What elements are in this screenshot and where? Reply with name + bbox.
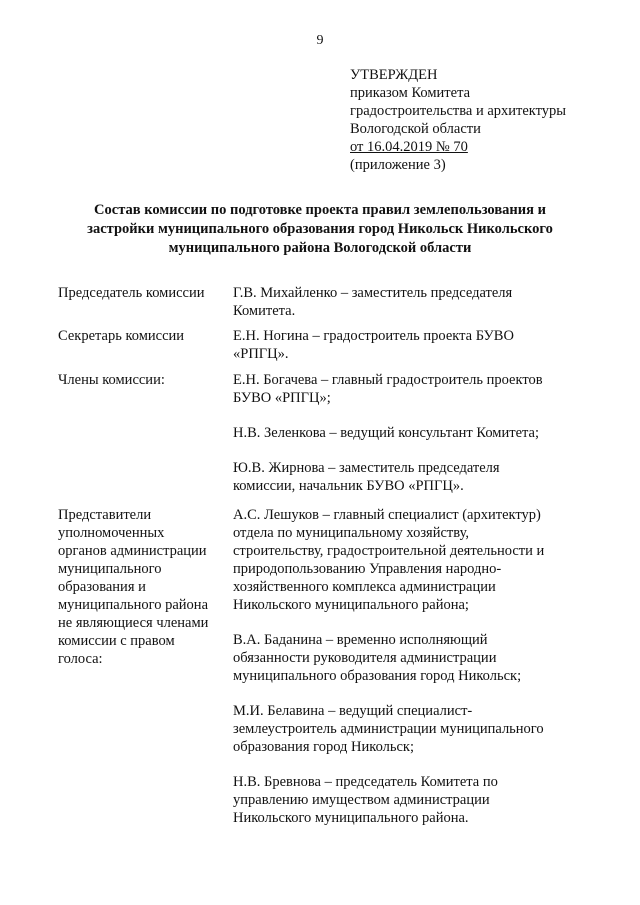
member-entry xyxy=(233,773,593,827)
member-line: Н.В. Зеленкова – ведущий консультант Комитета; xyxy=(233,425,539,441)
member-entry xyxy=(233,371,593,407)
member-line: БУВО «РПГЦ»; xyxy=(233,390,331,406)
member-line: В.А. Баданина – временно исполняющий xyxy=(233,632,488,648)
role-line: Представители xyxy=(58,507,152,523)
member-list xyxy=(233,371,593,495)
member-entry xyxy=(233,424,593,442)
approval-line: градостроительства и архитектуры xyxy=(350,103,567,119)
role-line: Председатель комиссии xyxy=(58,285,205,301)
member-list xyxy=(233,506,593,827)
member-entry xyxy=(233,506,593,614)
title-line: застройки муниципального образования город Никольск Никольского xyxy=(87,221,553,237)
role-label xyxy=(58,327,228,345)
title-line: Состав комиссии по подготовке проекта правил землепользования и xyxy=(94,202,546,218)
member-line: строительству, градостроительной деятельности и xyxy=(233,543,545,559)
approval-order: от 16.04.2019 № 70 xyxy=(350,139,468,155)
member-line: М.И. Белавина – ведущий специалист- xyxy=(233,703,473,719)
member-line: управлению имуществом администрации xyxy=(233,792,490,808)
member-line: обязанности руководителя администрации xyxy=(233,650,497,666)
role-line: уполномоченных xyxy=(58,525,165,541)
member-line: Никольского муниципального района; xyxy=(233,597,469,613)
member-line: образования город Никольск; xyxy=(233,739,414,755)
page-number: 9 xyxy=(316,33,324,48)
member-line: комиссии, начальник БУВО «РПГЦ». xyxy=(233,478,464,494)
approval-appendix: (приложение 3) xyxy=(350,157,446,173)
role-line: комиссии с правом xyxy=(58,633,175,649)
role-label xyxy=(58,284,228,302)
member-line: отдела по муниципальному хозяйству, xyxy=(233,525,470,541)
title-line: муниципального района Вологодской области xyxy=(168,240,472,256)
member-line: Е.Н. Ногина – градостроитель проекта БУВО xyxy=(233,328,514,344)
member-line: Никольского муниципального района. xyxy=(233,810,469,826)
role-line: голоса: xyxy=(58,651,103,667)
member-list xyxy=(233,284,593,320)
member-line: Г.В. Михайленко – заместитель председателя xyxy=(233,285,513,301)
role-line: органов администрации xyxy=(58,543,207,559)
approval-block xyxy=(350,66,630,174)
member-entry xyxy=(233,284,593,320)
member-line: Н.В. Бревнова – председатель Комитета по xyxy=(233,774,498,790)
role-line: Члены комиссии: xyxy=(58,372,165,388)
member-entry xyxy=(233,702,593,756)
role-line: муниципального района xyxy=(58,597,208,613)
member-line: хозяйственного комплекса администрации xyxy=(233,579,496,595)
approval-line: Вологодской области xyxy=(350,121,481,137)
member-line: А.С. Лешуков – главный специалист (архитектур) xyxy=(233,507,541,523)
member-line: «РПГЦ». xyxy=(233,346,289,362)
role-line: Секретарь комиссии xyxy=(58,328,185,344)
member-line: Ю.В. Жирнова – заместитель председателя xyxy=(233,460,500,476)
member-line: природопользованию Управления народно- xyxy=(233,561,502,577)
member-entry xyxy=(233,459,593,495)
approval-heading: УТВЕРЖДЕН xyxy=(350,67,438,83)
member-list xyxy=(233,327,593,363)
document-title xyxy=(40,201,600,258)
role-line: муниципального xyxy=(58,561,162,577)
role-line: образования и xyxy=(58,579,146,595)
member-entry xyxy=(233,327,593,363)
role-label xyxy=(58,371,228,389)
role-label xyxy=(58,506,228,668)
role-line: не являющиеся членами xyxy=(58,615,209,631)
approval-line: приказом Комитета xyxy=(350,85,471,101)
member-line: Е.Н. Богачева – главный градостроитель проектов xyxy=(233,372,543,388)
member-line: муниципального образования город Никольск; xyxy=(233,668,522,684)
member-line: землеустроитель администрации муниципального xyxy=(233,721,544,737)
member-line: Комитета. xyxy=(233,303,296,319)
member-entry xyxy=(233,631,593,685)
